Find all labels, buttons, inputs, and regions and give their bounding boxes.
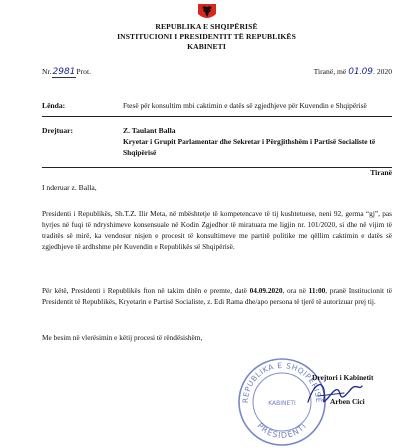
subject-text: Ftesë për konsultim mbi caktimin e datës së zgjedhjeve për Kuvendin e Shqipërisë <box>123 101 367 110</box>
date-month-handwritten: 09 <box>361 67 374 77</box>
stamp-outer-text: REPUBLIKA E SHQIPËRISË <box>240 360 324 404</box>
addressee-name: Z. Taulant Balla <box>123 126 176 135</box>
meeting-date: 04.09.2020 <box>249 286 283 295</box>
protocol-number-handwritten: 2981 <box>52 67 76 77</box>
greeting: I nderuar z. Balla, <box>42 183 97 192</box>
stamp-inner-text: KABINETI <box>268 400 296 407</box>
protocol-number: Nr.2981Prot. <box>42 67 91 77</box>
paragraph-3: Me besim në vlerësimin e këtij procesi të rëndësishëm, <box>42 333 203 342</box>
addressee-label: Drejtuar: <box>42 126 74 135</box>
letter-date: Tiranë, më 01.09. 2020 <box>313 67 392 77</box>
paragraph-1: Presidenti i Republikës, Sh.T.Z. Ilir Meta, në mbështetje të kompetencave të tij kushtetuese, neni 92, germa “gj”, pas hyrjes në fuqi të ndryshimeve konsensuale në Kodin Zgjedhor të miratuara me ligjin nr. 101/2020, si dhe në vijim të traditës së mirë, ka vendosur nisjen e procesit të konsultimeve me partitë politike me qëllim caktimin e datës së zgjedhjeve të ardhshme për Kuvendin e Republikës së Shqipërisë. <box>42 209 392 251</box>
header-line-2: INSTITUCIONI I PRESIDENTIT TË REPUBLIKËS <box>117 32 296 41</box>
signatory-name: Arben Cici <box>330 397 365 406</box>
divider <box>42 167 392 168</box>
divider <box>42 116 392 117</box>
albanian-eagle-emblem-icon <box>196 2 218 22</box>
subject-label: Lënda: <box>42 101 66 110</box>
meeting-time: 11:00 <box>308 286 326 295</box>
stamp-bottom-text: PRESIDENTI <box>255 421 309 441</box>
paragraph-2: Për këtë, Presidenti i Republikës fton në takim ditën e premte, datë 04.09.2020, ora në 11:00, pranë Institucionit të Presidentit të Republikës, Kryetarin e Partisë Socialiste, z. Edi Rama dhe/apo persona të tjerë të autorizuar prej tij. <box>42 286 392 306</box>
header-line-3: KABINETI <box>187 42 226 51</box>
addressee-role: Kryetar i Grupit Parlamentar dhe Sekretar i Përgjithshëm i Partisë Socialiste të Shqipërisë <box>123 137 376 157</box>
date-day-handwritten: 01 <box>348 67 360 77</box>
signatory-title: Drejtori i Kabinetit <box>312 373 374 382</box>
header-line-1: REPUBLIKA E SHQIPËRISË <box>155 22 258 31</box>
addressee-city: Tiranë <box>370 168 392 177</box>
